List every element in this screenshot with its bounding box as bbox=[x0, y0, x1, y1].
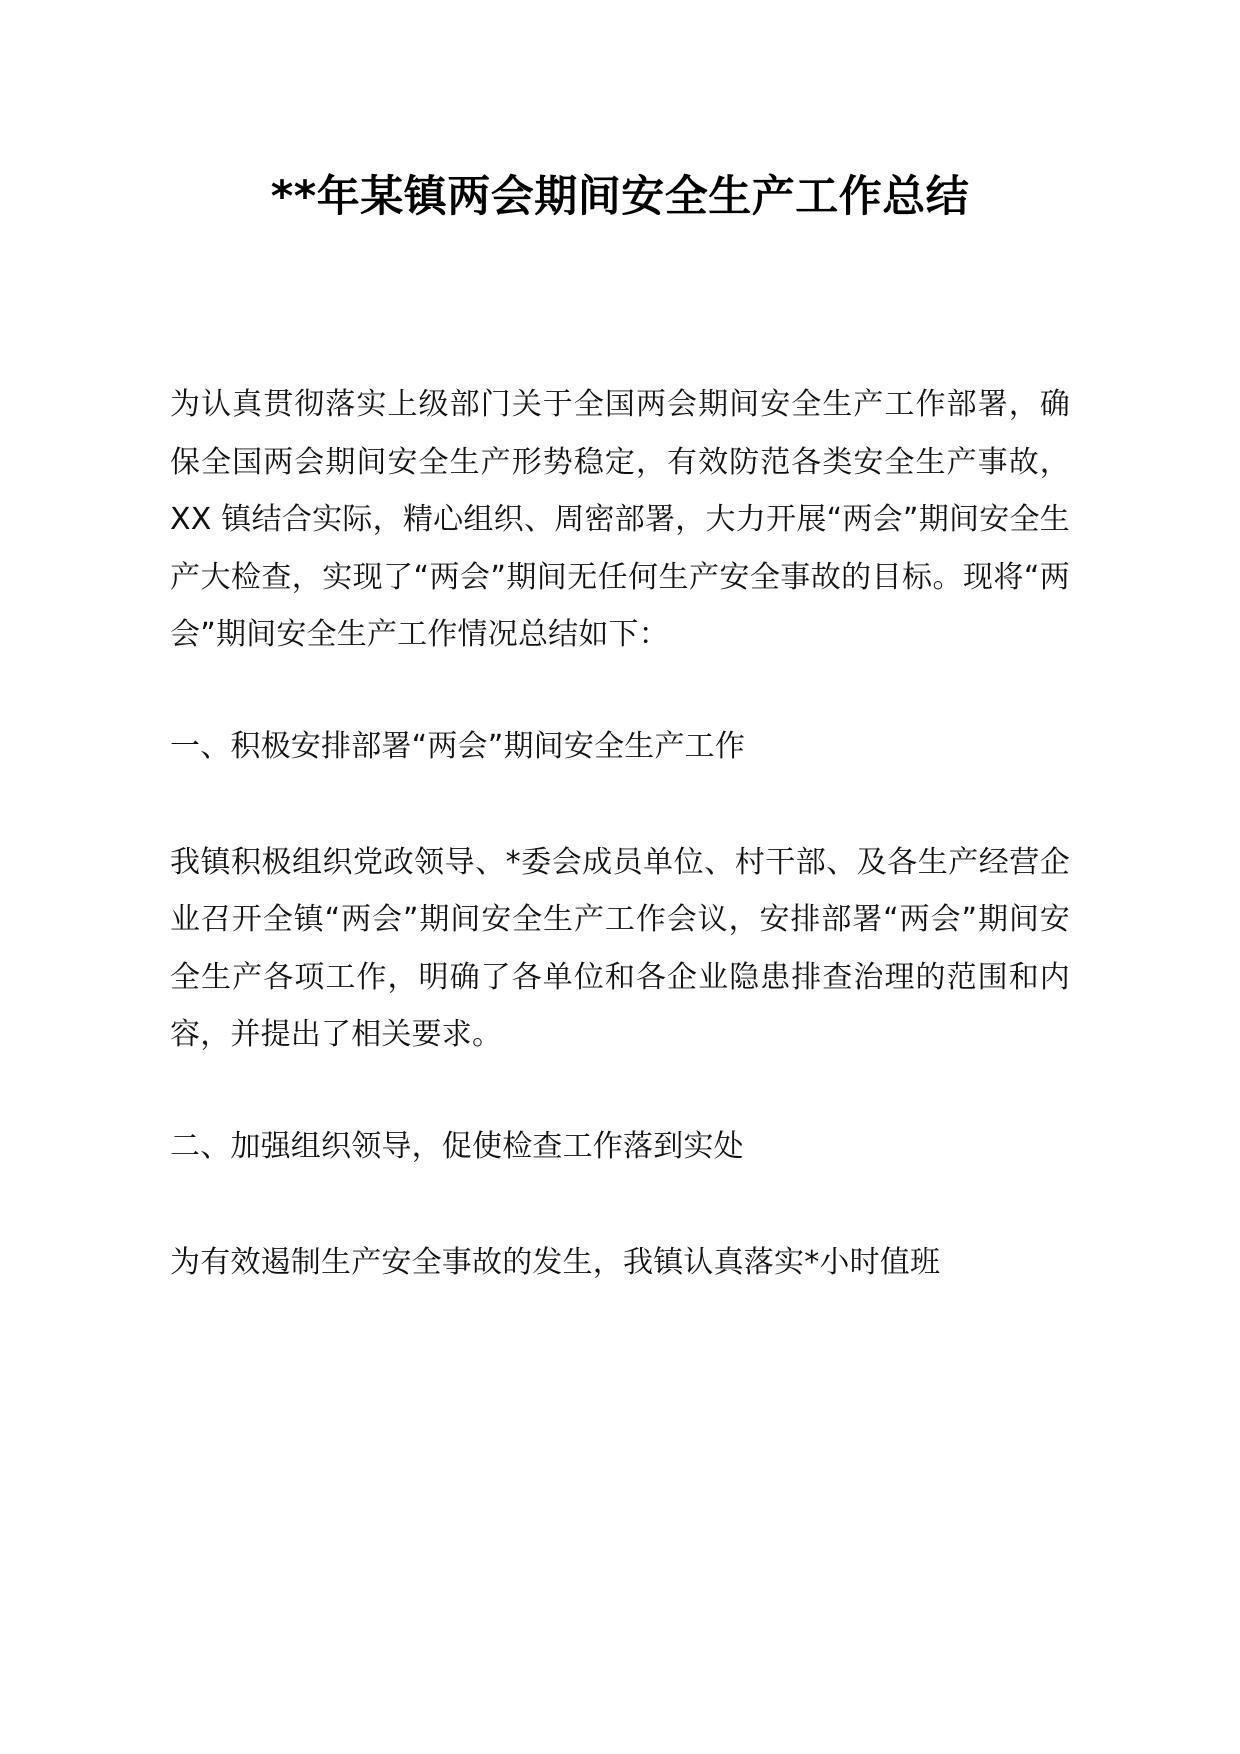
section-body-two: 为有效遏制生产安全事故的发生，我镇认真落实*小时值班 bbox=[170, 1244, 941, 1280]
section-body-one: 我镇积极组织党政领导、*委会成员单位、村干部、及各生产经营企业召开全镇“两会”期间安全生产工作会议，安排部署“两会”期间安全生产各项工作，明确了各单位和各企业隐患排查治理的范围和内容，并提出了相关要求。 bbox=[170, 844, 1070, 1053]
section-heading-two: 二、加强组织领导，促使检查工作落到实处 bbox=[170, 1128, 744, 1164]
paragraph-intro: 为认真贯彻落实上级部门关于全国两会期间安全生产工作部署，确保全国两会期间安全生产形势稳定，有效防范各类安全生产事故，XX 镇结合实际，精心组织、周密部署，大力开展“两会”期间安全生产大检查，实现了“两会”期间无任何生产安全事故的目标。现将“两会”期间安全生产工作情况总结如下： bbox=[170, 387, 1070, 653]
section-heading-one: 一、积极安排部署“两会”期间安全生产工作 bbox=[170, 729, 746, 765]
page-title: **年某镇两会期间安全生产工作总结 bbox=[270, 172, 970, 222]
document-body bbox=[170, 376, 1070, 1291]
